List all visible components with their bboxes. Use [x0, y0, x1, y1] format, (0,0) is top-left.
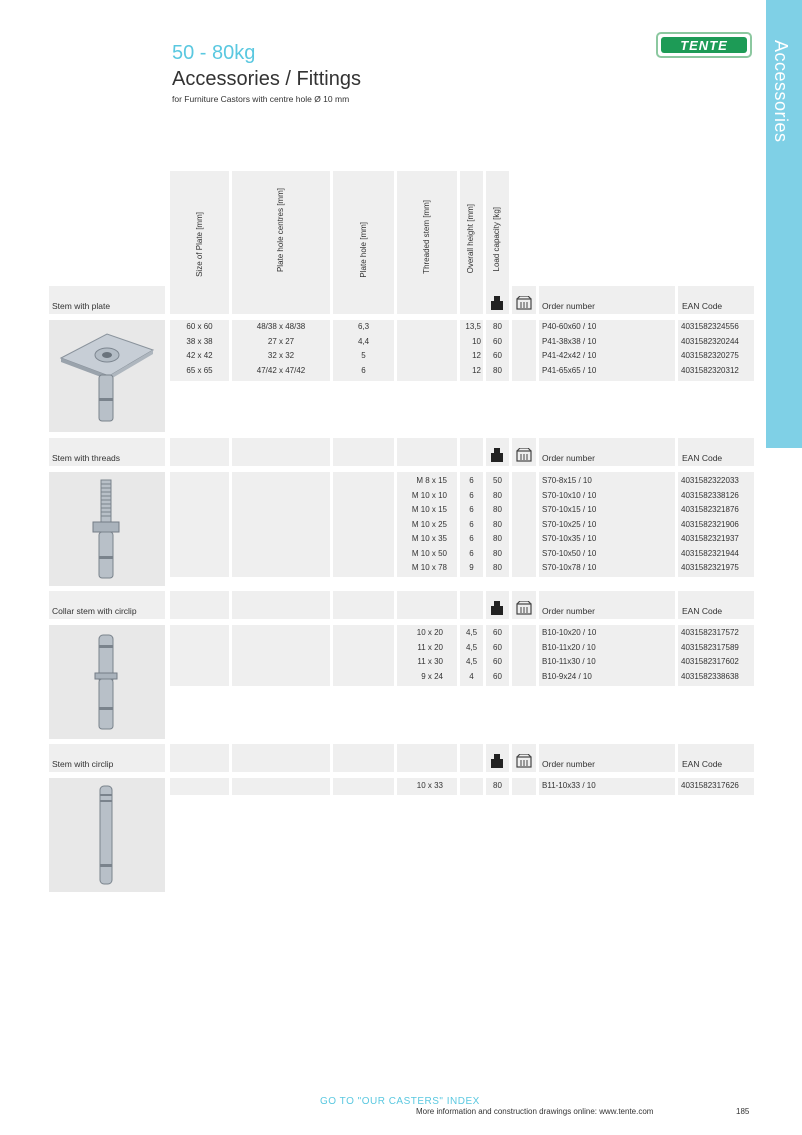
side-tab-label: Accessories	[771, 40, 791, 143]
order-number-values: B11-10x33 / 10	[542, 781, 596, 790]
plate-hole-values: 6,3 4,4 5 6	[357, 322, 370, 375]
plate-size-header-cell	[170, 438, 229, 466]
col-header-label: Threaded stem [mm]	[422, 200, 431, 274]
packaging-unit-icon	[514, 296, 534, 310]
collar-values: 10 x 20 11 x 20 11 x 30 9 x 24	[416, 628, 443, 681]
casters-index-link[interactable]: GO TO "OUR CASTERS" INDEX	[320, 1096, 480, 1107]
page-subtitle: for Furniture Castors with centre hole Ø 10 mm	[172, 94, 350, 104]
hole-centres-cell	[232, 472, 330, 577]
thread-cell	[397, 320, 457, 381]
load-weight-icon	[491, 601, 503, 615]
plate-hole-cell	[333, 778, 394, 795]
plate-hole-header-cell	[333, 744, 394, 772]
ean-code-header: EAN Code	[682, 759, 723, 769]
order-number-header: Order number	[542, 453, 595, 463]
order-number-values: P40-60x60 / 10 P41-38x38 / 10 P41-42x42 / 10 P41-65x65 / 10	[542, 322, 597, 375]
pack-cell	[512, 778, 536, 795]
height-header-cell	[460, 591, 483, 619]
height-values: 13,5 10 12 12	[465, 322, 481, 375]
stem-values: 10 x 33	[416, 781, 443, 790]
order-number-values: S70-8x15 / 10 S70-10x10 / 10 S70-10x15 / 10 S70-10x25 / 10 S70-10x35 / 10 S70-10x50 / 10 S70-10x78 / 10	[542, 476, 597, 572]
side-tab[interactable]	[766, 0, 802, 448]
tente-logo	[656, 32, 752, 58]
pack-cell	[512, 625, 536, 686]
packaging-unit-icon	[514, 601, 534, 615]
hole-centres-header-cell	[232, 744, 330, 772]
section-title: Stem with plate	[52, 301, 111, 311]
footer-info: More information and construction drawings online: www.tente.com	[416, 1107, 654, 1116]
hole-centres-header-cell	[232, 591, 330, 619]
load-weight-icon	[491, 448, 503, 462]
height-values: 6 6 6 6 6 6 9	[469, 476, 474, 572]
col-header-label: Size of Plate [mm]	[195, 212, 204, 277]
plate-size-cell	[170, 472, 229, 577]
plate-size-header-cell	[170, 744, 229, 772]
col-header-label: Plate hole centres [mm]	[276, 188, 285, 273]
page-title: Accessories / Fittings	[172, 68, 361, 90]
thread-values: M 8 x 15 M 10 x 10 M 10 x 15 M 10 x 25 M 10 x 35 M 10 x 50 M 10 x 78	[411, 476, 447, 572]
load-values: 60 60 60 60	[493, 628, 502, 681]
load-values: 50 80 80 80 80 80 80	[493, 476, 502, 572]
page-number: 185	[736, 1107, 750, 1116]
height-values: 4,5 4,5 4,5 4	[465, 628, 478, 681]
ean-code-values: 4031582322033 4031582338126 4031582321876 4031582321906 4031582321937 4031582321944 4031582321975	[681, 476, 739, 572]
product-image-collar-stem-with-circlip	[49, 625, 165, 739]
hole-centres-header-cell	[232, 438, 330, 466]
packaging-unit-icon	[514, 754, 534, 768]
height-header-cell	[460, 744, 483, 772]
plate-hole-header-cell	[333, 591, 394, 619]
plate-hole-cell	[333, 625, 394, 686]
logo-text: TENTE	[680, 37, 728, 53]
plate-size-values: 60 x 60 38 x 38 42 x 42 65 x 65	[186, 322, 213, 375]
weight-range: 50 - 80kg	[172, 42, 256, 64]
load-weight-icon	[491, 754, 503, 768]
hole-centres-values: 48/38 x 48/38 27 x 27 32 x 32 47/42 x 47/42	[256, 322, 306, 375]
plate-hole-header-cell	[333, 438, 394, 466]
thread-header-cell	[397, 744, 457, 772]
order-number-header: Order number	[542, 759, 595, 769]
order-number-header: Order number	[542, 301, 595, 311]
plate-hole-cell	[333, 472, 394, 577]
load-weight-icon	[491, 296, 503, 310]
thread-header-cell	[397, 438, 457, 466]
product-image-stem-with-plate	[49, 320, 165, 432]
col-header-label: Overall height [mm]	[466, 204, 475, 274]
section-title: Collar stem with circlip	[52, 606, 137, 616]
order-number-values: B10-10x20 / 10 B10-11x20 / 10 B10-11x30 / 10 B10-9x24 / 10	[542, 628, 597, 681]
plate-size-header-cell	[170, 591, 229, 619]
section-title: Stem with threads	[52, 453, 121, 463]
pack-cell	[512, 320, 536, 381]
ean-code-header: EAN Code	[682, 606, 723, 616]
section-title: Stem with circlip	[52, 759, 114, 769]
pack-cell	[512, 472, 536, 577]
order-number-header: Order number	[542, 606, 595, 616]
height-cell	[460, 778, 483, 795]
ean-code-values: 4031582317626	[681, 781, 739, 790]
hole-centres-cell	[232, 778, 330, 795]
product-image-stem-with-threads	[49, 472, 165, 586]
col-header-label: Load capacity [kg]	[492, 207, 501, 272]
load-values: 80	[493, 781, 502, 790]
plate-size-cell	[170, 625, 229, 686]
load-values: 80 60 60 80	[493, 322, 502, 375]
height-header-cell	[460, 438, 483, 466]
col-header-label: Plate hole [mm]	[359, 222, 368, 278]
thread-header-cell	[397, 591, 457, 619]
plate-size-cell	[170, 778, 229, 795]
product-image-stem-with-circlip	[49, 778, 165, 892]
ean-code-header: EAN Code	[682, 453, 723, 463]
hole-centres-cell	[232, 625, 330, 686]
ean-code-header: EAN Code	[682, 301, 723, 311]
ean-code-values: 4031582317572 4031582317589 4031582317602 4031582338638	[681, 628, 739, 681]
ean-code-values: 4031582324556 4031582320244 4031582320275 4031582320312	[681, 322, 739, 375]
packaging-unit-icon	[514, 448, 534, 462]
